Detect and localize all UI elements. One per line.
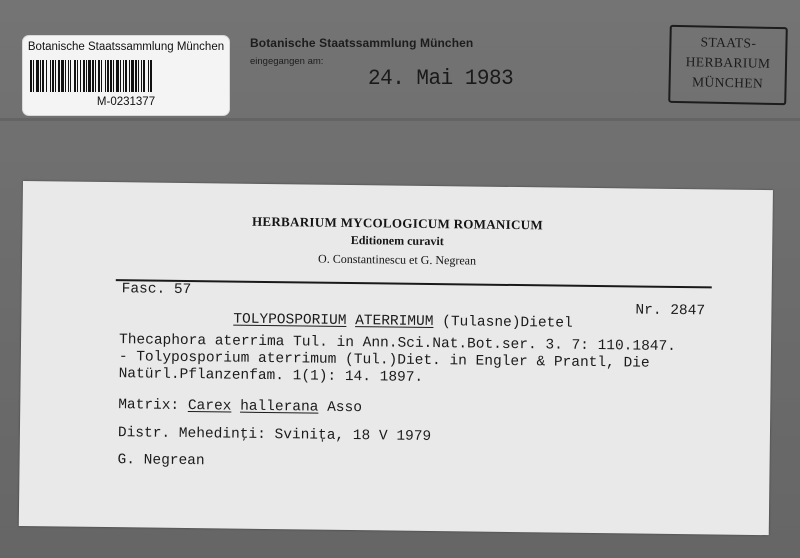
barcode-bar <box>125 60 127 92</box>
received-label: eingegangen am: <box>250 56 324 67</box>
barcode-bar <box>98 60 100 92</box>
barcode-bar <box>46 60 47 92</box>
synonymy-line-2: - Tolyposporium aterrimum (Tul.)Diet. in Engler & Prantl, Die <box>118 349 650 372</box>
barcode-bar <box>61 60 64 92</box>
fascicle: Fasc. 57 <box>121 281 192 299</box>
host-epithet: hallerana <box>240 398 319 416</box>
barcode-bar <box>70 60 71 92</box>
barcode-bar <box>95 60 96 92</box>
barcode-bar <box>150 60 152 92</box>
barcode-bar <box>36 60 39 92</box>
sheet-fold <box>0 118 800 121</box>
specimen-label <box>19 181 773 535</box>
label-subtitle: Editionem curavit <box>350 233 444 249</box>
barcode-bar <box>65 60 66 92</box>
label-title: HERBARIUM MYCOLOGICUM ROMANICUM <box>251 213 544 233</box>
barcode-bar <box>42 60 44 92</box>
taxon-name <box>233 312 573 332</box>
barcode-label <box>23 36 229 115</box>
barcode-bar <box>120 60 121 92</box>
exsiccata-number: Nr. 2847 <box>635 302 706 320</box>
barcode-bar <box>68 60 69 92</box>
barcode-bar <box>110 60 112 92</box>
host-genus: Carex <box>187 398 232 415</box>
barcode-bar <box>113 60 114 92</box>
synonymy-line-3: Natürl.Pflanzenfam. 1(1): 14. 1897. <box>118 366 424 386</box>
synonymy-line-1: Thecaphora aterrima Tul. in Ann.Sci.Nat.Bot.ser. 3. 7: 110.1847. <box>118 332 677 355</box>
barcode-bar <box>86 60 87 92</box>
host-author: Asso <box>327 399 363 417</box>
barcode-bar <box>148 60 149 92</box>
barcode-bar <box>50 60 51 92</box>
barcode-bar <box>30 60 32 92</box>
taxon-epithet: ATERRIMUM <box>355 313 434 331</box>
taxon-author: (Tulasne)Dietel <box>442 314 573 332</box>
stamp-line-3: MÜNCHEN <box>691 74 764 91</box>
stamp-line-1: STAATS- <box>700 34 757 51</box>
header-rule <box>116 279 712 288</box>
distribution: Distr. Mehedinţi: Svinița, 18 V 1979 <box>117 425 432 446</box>
barcode-bar <box>143 60 145 92</box>
barcode-bar <box>40 60 41 92</box>
barcode-bar <box>33 60 34 92</box>
matrix-line <box>118 397 362 416</box>
barcode-bar <box>123 60 124 92</box>
barcode-number: M-0231377 <box>96 96 156 108</box>
barcode-bar <box>88 60 91 92</box>
receipt-institution: Botanische Staatssammlung München <box>250 36 474 50</box>
barcode-bar <box>83 60 85 92</box>
barcode-bar <box>77 60 78 92</box>
barcode-bar <box>116 60 119 92</box>
barcode-bar <box>101 60 102 92</box>
barcode-bar <box>55 60 56 92</box>
barcode-bar <box>138 60 139 92</box>
barcode <box>30 60 222 92</box>
label-editors: O. Constantinescu et G. Negrean <box>318 251 477 268</box>
barcode-institution: Botanische Staatssammlung München <box>27 41 225 53</box>
barcode-bar <box>141 60 142 92</box>
barcode-bar <box>80 60 81 92</box>
barcode-bar <box>107 60 109 92</box>
barcode-bar <box>52 60 54 92</box>
matrix-prefix: Matrix: <box>118 397 180 414</box>
barcode-bar <box>58 60 60 92</box>
receipt-stamp <box>246 36 546 106</box>
barcode-bar <box>135 60 137 92</box>
stamp-line-2: HERBARIUM <box>685 54 771 71</box>
staatsherbarium-stamp <box>668 25 788 105</box>
barcode-bar <box>74 60 76 92</box>
taxon-genus: TOLYPOSPORIUM <box>233 311 347 329</box>
barcode-bar <box>129 60 130 92</box>
barcode-bar <box>92 60 94 92</box>
received-date: 24. Mai 1983 <box>368 67 514 92</box>
barcode-bar <box>105 60 106 92</box>
collector: G. Negrean <box>117 452 205 470</box>
barcode-bar <box>131 60 134 92</box>
